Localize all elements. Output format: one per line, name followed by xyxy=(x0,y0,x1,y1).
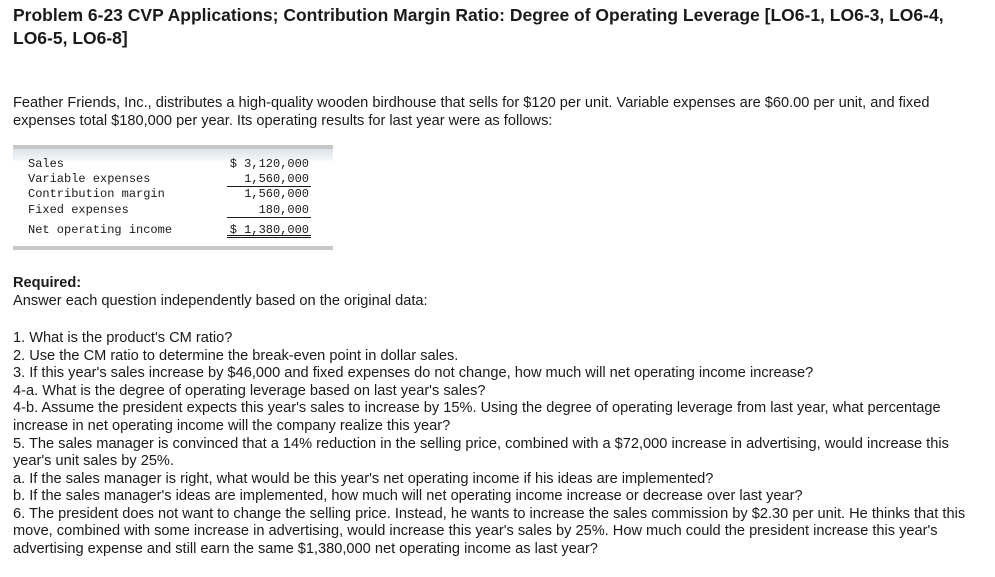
table-row xyxy=(13,172,333,187)
table-row xyxy=(13,223,333,238)
problem-intro: Feather Friends, Inc., distributes a high-quality wooden birdhouse that sells for $120 per unit. Variable expenses are $60.00 per unit, and fixed expenses total $180,000 per year. Its operating results for last year were as follows: xyxy=(13,95,930,129)
table-row xyxy=(13,187,333,202)
question-1: 1. What is the product's CM ratio? xyxy=(13,329,233,346)
row-label-sales: Sales xyxy=(28,157,65,171)
question-5: 5. The sales manager is convinced that a 14% reduction in the selling price, combined with a $72,000 increase in advertising, would increase this year's unit sales by 25%. xyxy=(13,435,949,470)
row-value-net-operating-income: $ 1,380,000 xyxy=(227,223,311,238)
question-5b: b. If the sales manager's ideas are implemented, how much will net operating income increase or decrease over last year? xyxy=(13,488,803,505)
question-4a: 4-a. What is the degree of operating leverage based on last year's sales? xyxy=(13,382,486,399)
table-row xyxy=(13,157,333,172)
row-label-variable-expenses: Variable expenses xyxy=(28,172,151,187)
question-2: 2. Use the CM ratio to determine the break-even point in dollar sales. xyxy=(13,347,459,364)
question-5a: a. If the sales manager is right, what would be this year's net operating income if his ideas are implemented? xyxy=(13,470,714,487)
income-statement-table xyxy=(13,145,333,250)
row-value-variable-expenses: 1,560,000 xyxy=(227,172,311,187)
row-label-net-operating-income: Net operating income xyxy=(28,222,173,237)
question-3: 3. If this year's sales increase by $46,000 and fixed expenses do not change, how much will net operating income increase? xyxy=(13,365,814,382)
row-value-sales: $ 3,120,000 xyxy=(229,157,309,171)
problem-title: Problem 6-23 CVP Applications; Contribution Margin Ratio: Degree of Operating Leverage [LO6-1, LO6-3, LO6-4, LO6-5, LO6-8] xyxy=(13,5,944,48)
problem-page xyxy=(13,4,973,559)
row-value-contribution-margin: 1,560,000 xyxy=(244,187,309,202)
required-subtext: Answer each question independently based on the original data: xyxy=(13,292,428,309)
row-label-contribution-margin: Contribution margin xyxy=(28,187,165,202)
table-row xyxy=(13,203,333,218)
question-6: 6. The president does not want to change the selling price. Instead, he wants to increase the sales commission by $2.30 per unit. He thinks that this move, combined with some increase in advertising, would increase this year's sales by 25%. How much could the president increase this year's advertising expense and still earn the same $1,380,000 net operating income as last year? xyxy=(13,505,966,558)
row-value-fixed-expenses: 180,000 xyxy=(227,203,311,218)
question-list xyxy=(13,330,973,559)
question-4b: 4-b. Assume the president expects this year's sales to increase by 15%. Using the degree of operating leverage from last year, what percentage increase in net operating income will the company realize this year? xyxy=(13,400,941,434)
row-label-fixed-expenses: Fixed expenses xyxy=(28,202,129,217)
required-heading: Required: xyxy=(13,274,82,291)
